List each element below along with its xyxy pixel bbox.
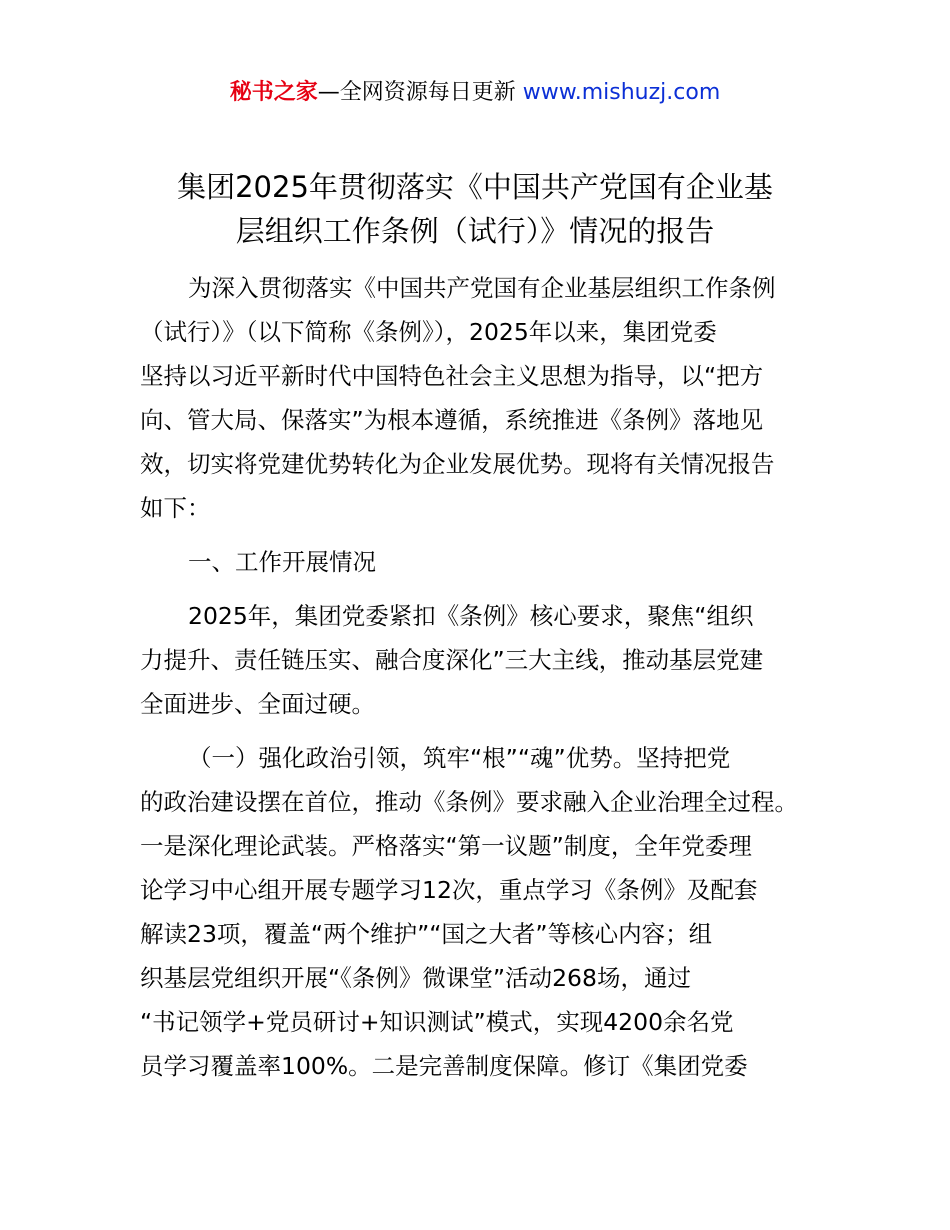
title-line: 集团2025年贯彻落实《中国共产党国有企业基 [177, 170, 773, 204]
text-line: 的政治建设摆在首位，推动《条例》要求融入企业治理全过程。 [140, 788, 798, 816]
text-line: 解读23项，覆盖“两个维护”“国之大者”等核心内容；组 [140, 920, 713, 948]
text-line: “书记领学+党员研讨+知识测试”模式，实现4200余名党 [140, 1008, 734, 1036]
text-line: 全面进步、全面过硬。 [140, 690, 375, 718]
document-body [140, 266, 820, 1098]
text-line: （一）强化政治引领，筑牢“根”“魂”优势。坚持把党 [188, 744, 731, 772]
text-line: 坚持以习近平新时代中国特色社会主义思想为指导，以“把方 [140, 362, 764, 390]
text-line: 2025年，集团党委紧扣《条例》核心要求，聚焦“组织 [188, 602, 754, 630]
paragraph-political-leadership [140, 736, 820, 1088]
site-tagline: —全网资源每日更新 [317, 80, 523, 105]
text-line: 力提升、责任链压实、融合度深化”三大主线，推动基层党建 [140, 646, 764, 674]
text-line: 织基层党组织开展“《条例》微课堂”活动268场，通过 [140, 964, 691, 992]
site-header [0, 78, 950, 108]
text-line: 效，切实将党建优势转化为企业发展优势。现将有关情况报告 [140, 450, 775, 478]
site-url-link[interactable]: www.mishuzj.com [522, 80, 721, 105]
document-title [90, 165, 860, 253]
paragraph-overview [140, 594, 820, 726]
text-line: 论学习中心组开展专题学习12次，重点学习《条例》及配套 [140, 876, 758, 904]
text-line: 向、管大局、保落实”为根本遵循，系统推进《条例》落地见 [140, 406, 764, 434]
text-line: 一是深化理论武装。严格落实“第一议题”制度，全年党委理 [140, 832, 752, 860]
text-line: 为深入贯彻落实《中国共产党国有企业基层组织工作条例 [188, 274, 776, 302]
title-line: 层组织工作条例（试行）》情况的报告 [235, 214, 715, 248]
paragraph-intro [140, 266, 820, 530]
text-line: 如下： [140, 494, 211, 522]
section-heading [140, 540, 820, 584]
text-line: （试行）》（以下简称《条例》），2025年以来，集团党委 [140, 318, 717, 346]
site-brand: 秘书之家 [229, 80, 318, 105]
heading-line: 一、工作开展情况 [188, 548, 376, 576]
text-line: 员学习覆盖率100%。二是完善制度保障。修订《集团党委 [140, 1052, 748, 1080]
